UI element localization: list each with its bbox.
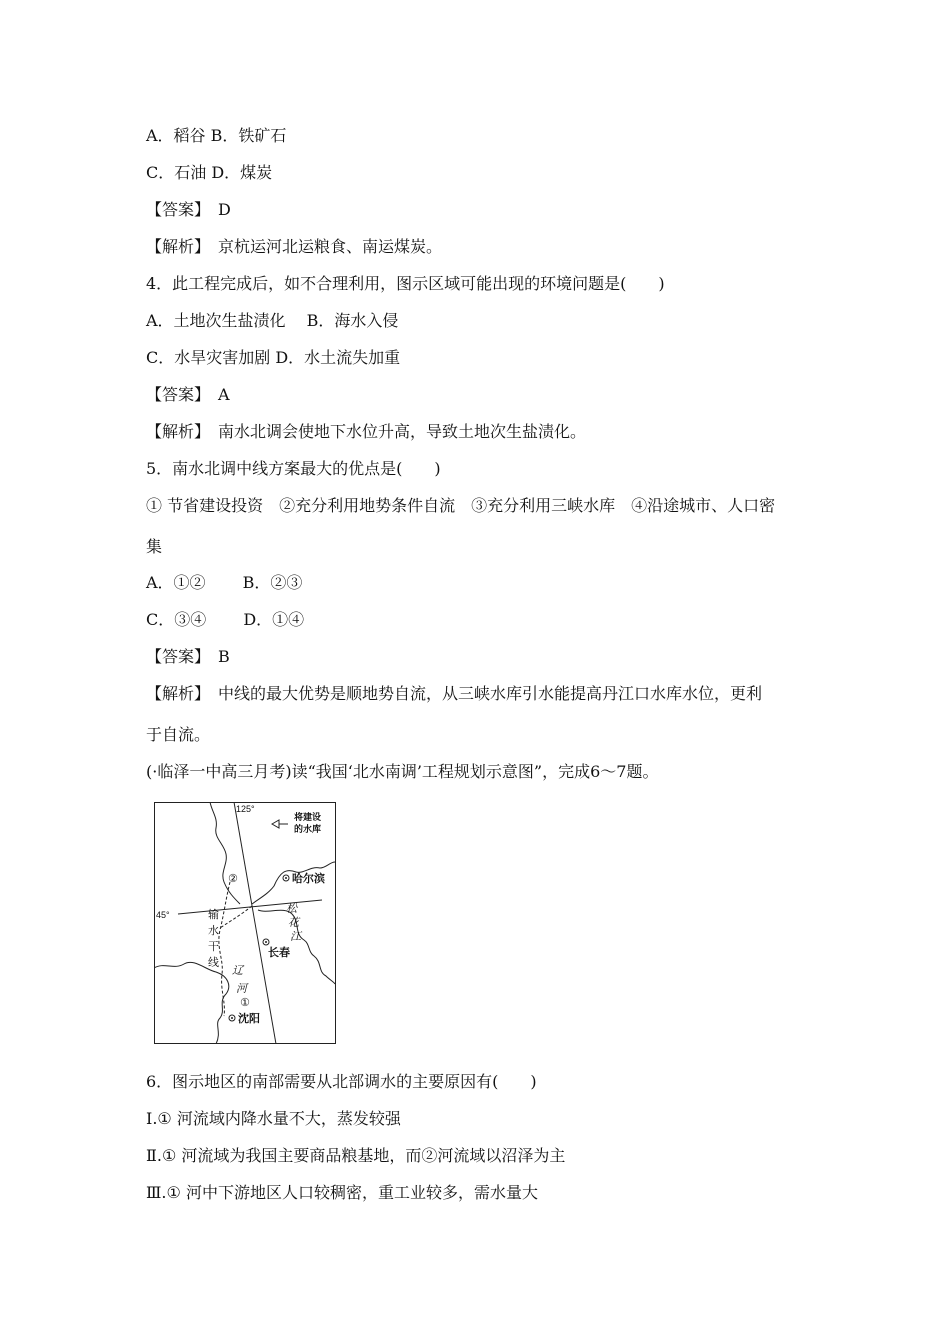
option-line-ab-q3: A．稻谷 B．铁矿石 bbox=[146, 126, 287, 145]
liao-label-char-1: 辽 bbox=[232, 964, 243, 977]
option-line-ab-q4: A．土地次生盐渍化 B．海水入侵 bbox=[146, 311, 399, 330]
city-changchun: 长春 bbox=[268, 946, 290, 959]
option-line-cd-q3: C．石油 D．煤炭 bbox=[146, 163, 273, 182]
statement-i: Ⅰ.① 河流域内降水量不大，蒸发较强 bbox=[146, 1109, 401, 1128]
option-line-ab-q5: A．①② B．②③ bbox=[146, 573, 303, 592]
answer-q4: 【答案】 A bbox=[146, 385, 230, 404]
statement-ii: Ⅱ.① 河流域为我国主要商品粮基地，而②河流域以沼泽为主 bbox=[146, 1146, 566, 1165]
longitude-label: 125° bbox=[236, 804, 255, 814]
canal-label-char-4: 线 bbox=[208, 956, 219, 969]
latitude-label: 45° bbox=[156, 910, 170, 920]
legend-text-1: 将建设 bbox=[294, 813, 322, 823]
songhua-label-char-2: 花 bbox=[288, 916, 299, 929]
reservoir-marker-2: ② bbox=[228, 872, 238, 885]
legend-text-2: 的水库 bbox=[294, 825, 322, 835]
answer-q5: 【答案】 B bbox=[146, 647, 230, 666]
north-south-water-map bbox=[154, 802, 336, 1044]
analysis-q3: 【解析】 京杭运河北运粮食、南运煤炭。 bbox=[146, 237, 443, 256]
statements-q5-cont: 集 bbox=[146, 537, 163, 556]
answer-q3: 【答案】 D bbox=[146, 200, 231, 219]
question-5: 5．南水北调中线方案最大的优点是( ) bbox=[146, 459, 441, 478]
question-4: 4．此工程完成后，如不合理利用，图示区域可能出现的环境问题是( ) bbox=[146, 274, 665, 293]
songhua-label-char-1: 松 bbox=[286, 902, 297, 915]
city-shenyang: 沈阳 bbox=[238, 1012, 260, 1025]
liao-label-char-2: 河 bbox=[236, 982, 247, 995]
option-line-cd-q5: C．③④ D．①④ bbox=[146, 610, 305, 629]
analysis-q5: 【解析】 中线的最大优势是顺地势自流，从三峡水库引水能提高丹江口水库水位，更利 bbox=[146, 684, 763, 703]
statement-iii: Ⅲ.① 河中下游地区人口较稠密，重工业较多，需水量大 bbox=[146, 1183, 538, 1202]
canal-label-char-3: 干 bbox=[208, 940, 219, 953]
analysis-q4: 【解析】 南水北调会使地下水位升高，导致土地次生盐渍化。 bbox=[146, 422, 587, 441]
map-intro: (·临泽一中高三月考)读“我国‘北水南调’工程规划示意图”，完成6～7题。 bbox=[146, 762, 659, 781]
statements-q5: ① 节省建设投资 ②充分利用地势条件自流 ③充分利用三峡水库 ④沿途城市、人口密 bbox=[146, 496, 776, 515]
question-6: 6．图示地区的南部需要从北部调水的主要原因有( ) bbox=[146, 1072, 537, 1091]
canal-label-char-2: 水 bbox=[208, 924, 219, 937]
canal-label-char-1: 输 bbox=[208, 908, 219, 921]
reservoir-marker-1: ① bbox=[240, 996, 250, 1009]
option-line-cd-q4: C．水旱灾害加剧 D．水土流失加重 bbox=[146, 348, 401, 367]
city-harbin: 哈尔滨 bbox=[292, 872, 325, 885]
analysis-q5-cont: 于自流。 bbox=[146, 725, 211, 744]
songhua-label-char-3: 江 bbox=[290, 930, 301, 943]
